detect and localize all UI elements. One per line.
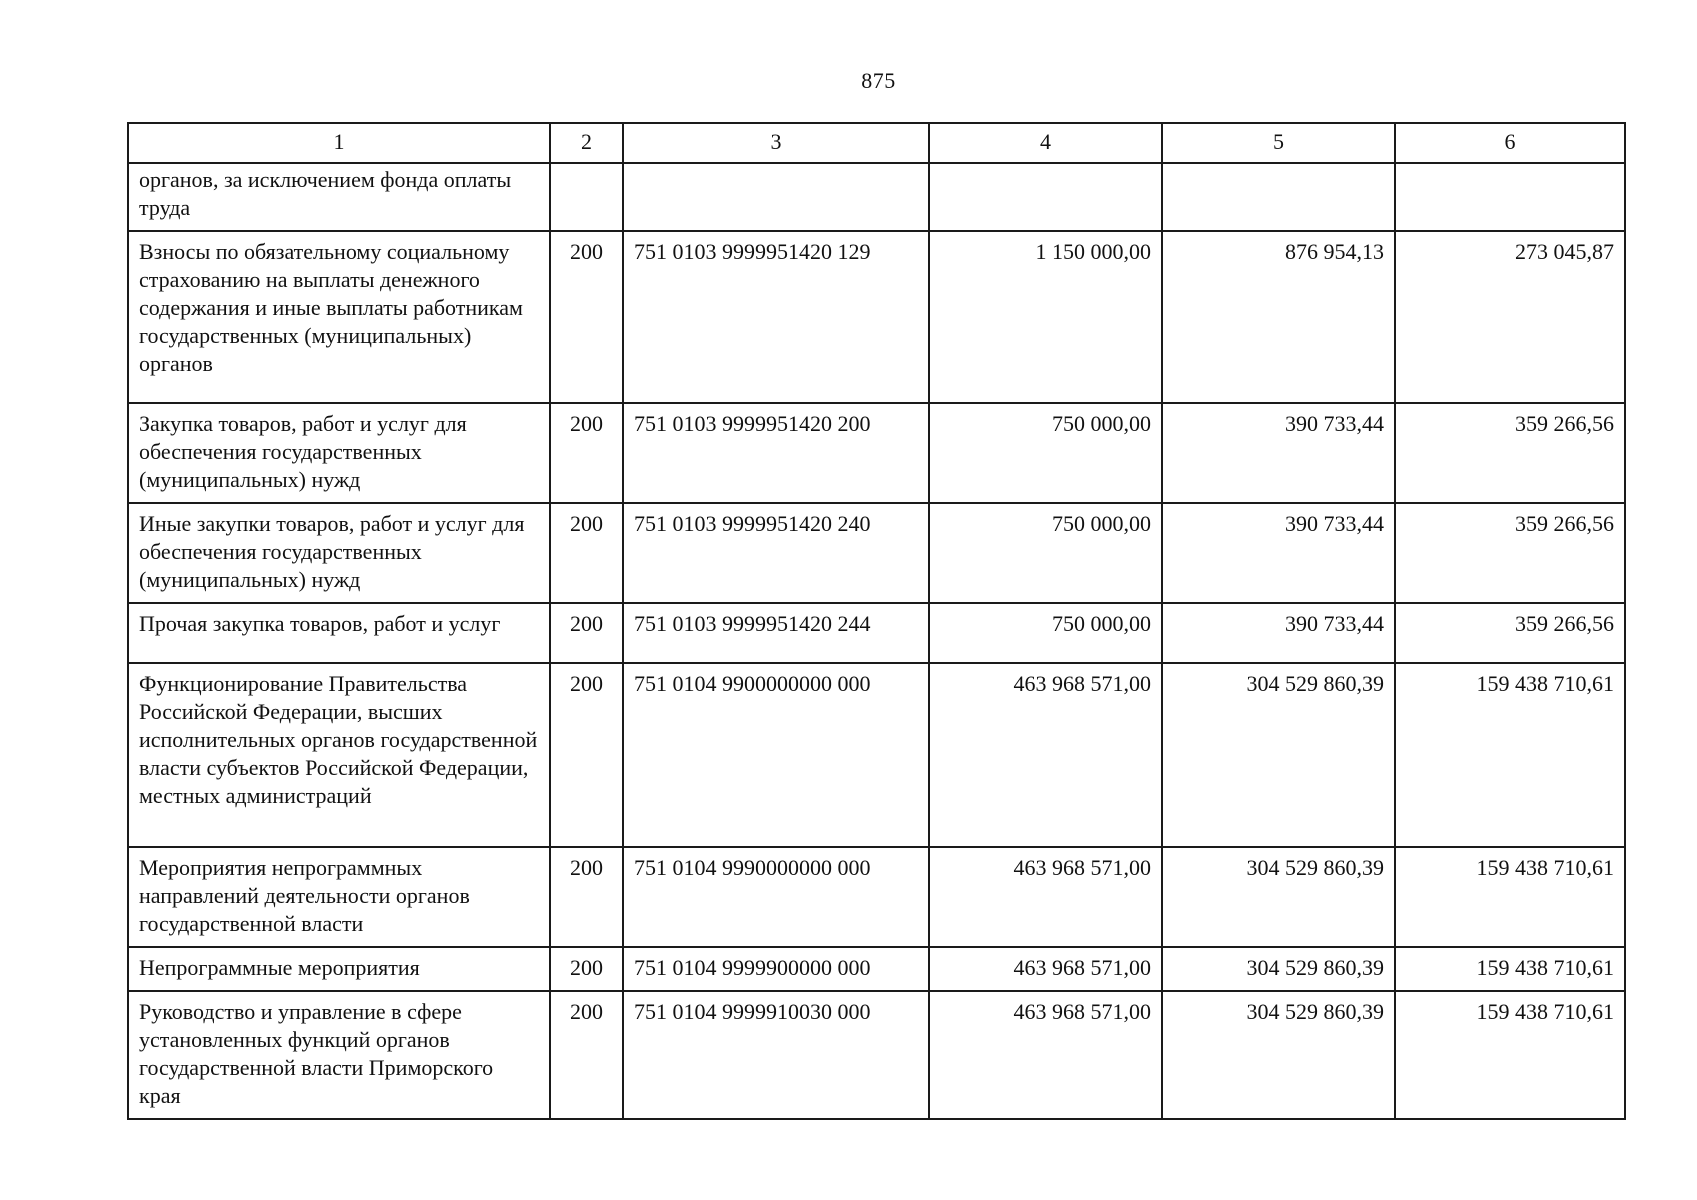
- item-remainder: 359 266,56: [1395, 403, 1625, 503]
- item-remainder: [1395, 163, 1625, 231]
- item-approved: 463 968 571,00: [929, 947, 1162, 991]
- table-row: [128, 503, 1625, 603]
- item-approved: 750 000,00: [929, 603, 1162, 663]
- item-executed: [1162, 163, 1395, 231]
- item-code: 751 0104 9990000000 000: [623, 847, 929, 947]
- item-remainder: 273 045,87: [1395, 231, 1625, 403]
- item-grbs: 200: [550, 947, 623, 991]
- table-row: [128, 163, 1625, 231]
- budget-table: [127, 122, 1626, 1120]
- item-code: 751 0103 9999951420 200: [623, 403, 929, 503]
- item-remainder: 359 266,56: [1395, 603, 1625, 663]
- item-name: органов, за исключением фонда оплаты труда: [128, 163, 550, 231]
- item-remainder: 159 438 710,61: [1395, 991, 1625, 1119]
- table-row: [128, 663, 1625, 847]
- item-approved: 750 000,00: [929, 503, 1162, 603]
- item-grbs: 200: [550, 847, 623, 947]
- column-header-2: 2: [550, 123, 623, 163]
- item-code: [623, 163, 929, 231]
- item-name: Руководство и управление в сфере установленных функций органов государственной власти Приморского края: [128, 991, 550, 1119]
- table-row: [128, 403, 1625, 503]
- column-header-1: 1: [128, 123, 550, 163]
- column-header-3: 3: [623, 123, 929, 163]
- table-row: [128, 947, 1625, 991]
- item-code: 751 0104 9999910030 000: [623, 991, 929, 1119]
- item-approved: 463 968 571,00: [929, 991, 1162, 1119]
- item-name: Прочая закупка товаров, работ и услуг: [128, 603, 550, 663]
- item-executed: 304 529 860,39: [1162, 663, 1395, 847]
- item-grbs: 200: [550, 603, 623, 663]
- item-name: Взносы по обязательному социальному страхованию на выплаты денежного содержания и иные выплаты работникам государственных (муниципальных) органов: [128, 231, 550, 403]
- item-name: Закупка товаров, работ и услуг для обеспечения государственных (муниципальных) нужд: [128, 403, 550, 503]
- item-remainder: 359 266,56: [1395, 503, 1625, 603]
- item-grbs: 200: [550, 403, 623, 503]
- item-executed: 304 529 860,39: [1162, 847, 1395, 947]
- item-approved: 463 968 571,00: [929, 847, 1162, 947]
- table-row: [128, 603, 1625, 663]
- column-header-4: 4: [929, 123, 1162, 163]
- item-remainder: 159 438 710,61: [1395, 947, 1625, 991]
- item-grbs: 200: [550, 231, 623, 403]
- column-header-5: 5: [1162, 123, 1395, 163]
- item-approved: 750 000,00: [929, 403, 1162, 503]
- item-name: Функционирование Правительства Российской Федерации, высших исполнительных органов государственной власти субъектов Российской Федерации, местных администраций: [128, 663, 550, 847]
- item-remainder: 159 438 710,61: [1395, 847, 1625, 947]
- page-number: 875: [861, 68, 896, 93]
- item-approved: 1 150 000,00: [929, 231, 1162, 403]
- table-row: [128, 991, 1625, 1119]
- item-executed: 390 733,44: [1162, 503, 1395, 603]
- item-code: 751 0104 9900000000 000: [623, 663, 929, 847]
- item-approved: 463 968 571,00: [929, 663, 1162, 847]
- item-executed: 304 529 860,39: [1162, 947, 1395, 991]
- item-code: 751 0103 9999951420 129: [623, 231, 929, 403]
- item-executed: 390 733,44: [1162, 603, 1395, 663]
- item-approved: [929, 163, 1162, 231]
- item-grbs: 200: [550, 663, 623, 847]
- item-code: 751 0103 9999951420 244: [623, 603, 929, 663]
- item-executed: 390 733,44: [1162, 403, 1395, 503]
- item-grbs: 200: [550, 991, 623, 1119]
- item-grbs: 200: [550, 503, 623, 603]
- table-row: [128, 847, 1625, 947]
- item-remainder: 159 438 710,61: [1395, 663, 1625, 847]
- item-name: Иные закупки товаров, работ и услуг для обеспечения государственных (муниципальных) нужд: [128, 503, 550, 603]
- item-code: 751 0104 9999900000 000: [623, 947, 929, 991]
- item-executed: 876 954,13: [1162, 231, 1395, 403]
- table-row: [128, 231, 1625, 403]
- item-executed: 304 529 860,39: [1162, 991, 1395, 1119]
- item-grbs: [550, 163, 623, 231]
- column-header-6: 6: [1395, 123, 1625, 163]
- item-name: Непрограммные мероприятия: [128, 947, 550, 991]
- item-name: Мероприятия непрограммных направлений деятельности органов государственной власти: [128, 847, 550, 947]
- column-number-header-row: [128, 123, 1625, 163]
- item-code: 751 0103 9999951420 240: [623, 503, 929, 603]
